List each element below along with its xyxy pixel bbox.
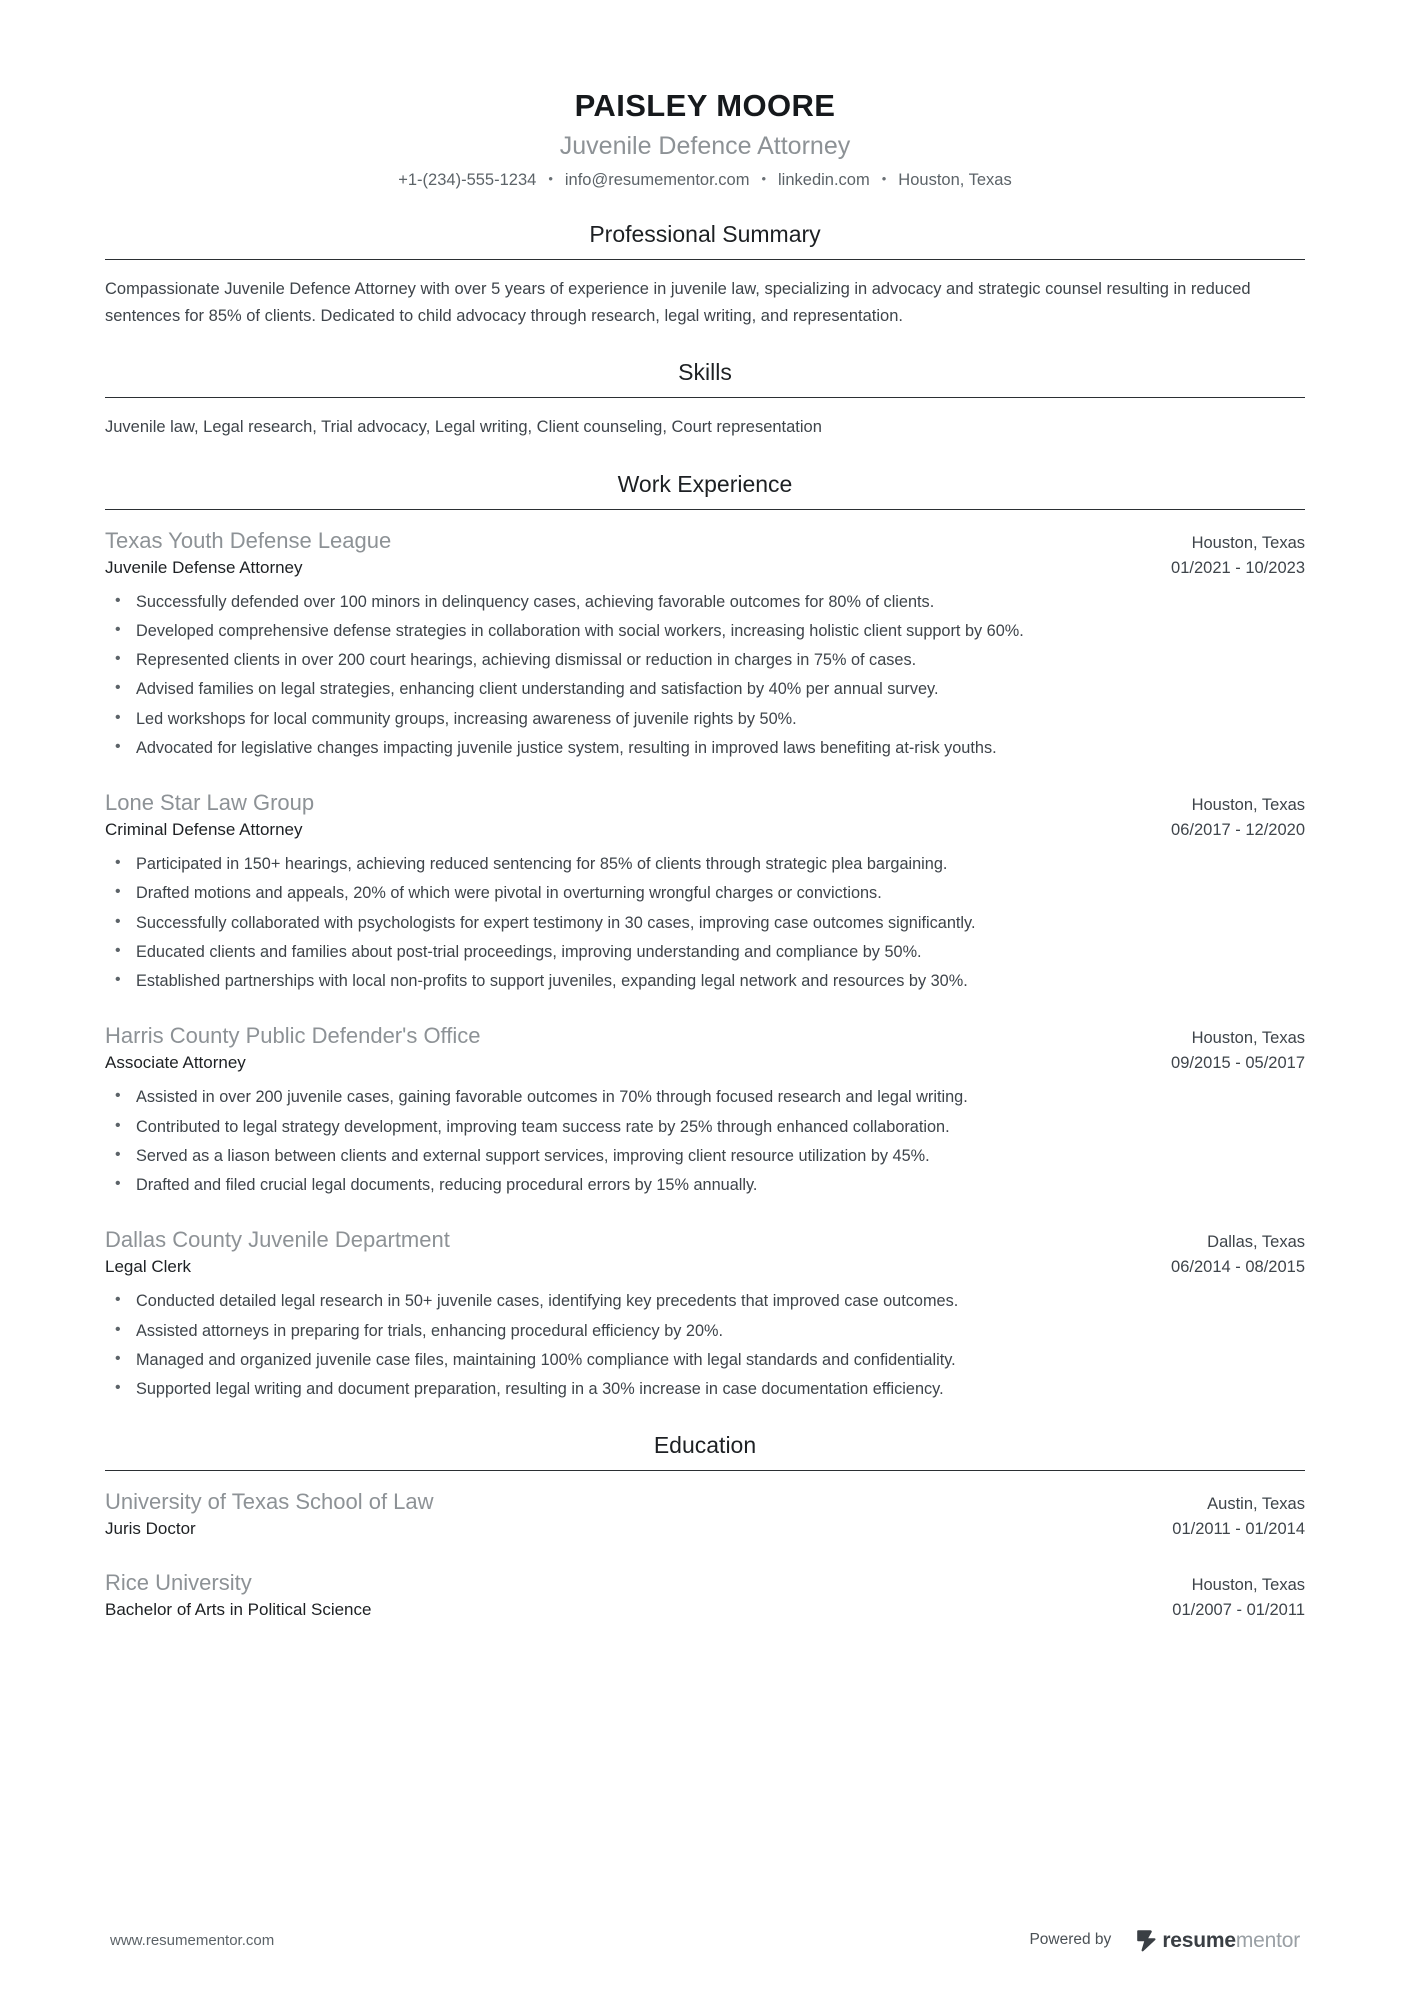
achievement-item: • Advised families on legal strategies, enhancing client understanding and satisfaction by 40% per annual survey.: [105, 677, 1305, 702]
contact-phone: +1-(234)-555-1234: [398, 170, 537, 189]
entry-header-row: [105, 1225, 1305, 1254]
achievement-item: • Developed comprehensive defense strategies in collaboration with social workers, increasing holistic client support by 60%.: [105, 619, 1305, 644]
entry-role-row: [105, 556, 1305, 581]
footer-branding: [1029, 1929, 1300, 1952]
employer-name: Harris County Public Defender's Office: [105, 1023, 481, 1049]
achievement-item: • Represented clients in over 200 court hearings, achieving dismissal or reduction in charges in 75% of cases.: [105, 648, 1305, 673]
entry-degree-row: [105, 1517, 1305, 1542]
employer-name: Texas Youth Defense League: [105, 527, 392, 553]
employer-location: Houston, Texas: [1191, 533, 1305, 552]
footer-website[interactable]: www.resumementor.com: [110, 1931, 275, 1949]
education-entry: [105, 1568, 1305, 1623]
job-role: Juvenile Defense Attorney: [105, 557, 303, 577]
work-experience-entry: [105, 788, 1305, 994]
achievement-item: • Managed and organized juvenile case files, maintaining 100% compliance with legal standards and confidentiality.: [105, 1348, 1305, 1373]
job-dates: 01/2021 - 10/2023: [1171, 558, 1305, 577]
entry-header-row: [105, 1487, 1305, 1516]
contact-separator-icon: •: [761, 170, 767, 186]
achievement-item: • Served as a liason between clients and external support services, improving client resource utilization by 45%.: [105, 1144, 1305, 1169]
job-role: Associate Attorney: [105, 1053, 246, 1073]
contact-separator-icon: •: [548, 170, 553, 186]
job-dates: 09/2015 - 05/2017: [1171, 1054, 1305, 1073]
section-education: [105, 1431, 1305, 1623]
entry-role-row: [105, 1255, 1305, 1280]
bookmark-logo-icon: [1137, 1929, 1156, 1952]
school-name: University of Texas School of Law: [105, 1489, 434, 1515]
logo-text-resume: resume: [1162, 1928, 1236, 1952]
employer-location: Houston, Texas: [1191, 796, 1305, 815]
section-work-experience: [105, 470, 1305, 1403]
entry-degree-row: [105, 1598, 1305, 1623]
section-skills: [105, 358, 1305, 440]
skills-body: [105, 398, 1305, 440]
achievement-item: • Drafted and filed crucial legal documents, reducing procedural errors by 15% annually.: [105, 1173, 1305, 1198]
powered-by-label: Powered by: [1029, 1931, 1112, 1948]
employer-name: Lone Star Law Group: [105, 790, 315, 816]
achievement-item: • Successfully defended over 100 minors in delinquency cases, achieving favorable outcomes for 80% of clients.: [105, 590, 1305, 615]
achievement-list: [105, 1085, 1305, 1198]
employer-name: Dallas County Juvenile Department: [105, 1227, 450, 1253]
work-experience-list: [105, 510, 1305, 1403]
achievement-item: • Assisted in over 200 juvenile cases, gaining favorable outcomes in 70% through focused research and legal writing.: [105, 1085, 1305, 1110]
logo-text-mentor: mentor: [1235, 1928, 1300, 1952]
education-list: [105, 1471, 1305, 1623]
entry-header-row: [105, 788, 1305, 817]
achievement-item: • Conducted detailed legal research in 50+ juvenile cases, identifying key precedents that improved case outcomes.: [105, 1289, 1305, 1314]
achievement-item: • Participated in 150+ hearings, achieving reduced sentencing for 85% of clients through strategic plea bargaining.: [105, 852, 1305, 877]
work-experience-entry: [105, 526, 1305, 762]
degree-dates: 01/2011 - 01/2014: [1172, 1520, 1305, 1539]
school-name: Rice University: [105, 1570, 252, 1596]
achievement-list: [105, 1289, 1305, 1402]
achievement-item: • Supported legal writing and document preparation, resulting in a 30% increase in case documentation efficiency.: [105, 1377, 1305, 1402]
contact-email[interactable]: info@resumementor.com: [564, 170, 750, 189]
employer-location: Dallas, Texas: [1207, 1233, 1305, 1252]
entry-header-row: [105, 526, 1305, 555]
degree-name: Juris Doctor: [105, 1519, 196, 1539]
achievement-list: [105, 590, 1305, 762]
entry-header-row: [105, 1021, 1305, 1050]
job-role: Criminal Defense Attorney: [105, 820, 303, 840]
skills-list: Juvenile law, Legal research, Trial advocacy, Legal writing, Client counseling, Court representation: [105, 418, 822, 437]
education-entry: [105, 1487, 1305, 1542]
achievement-item: • Drafted motions and appeals, 20% of which were pivotal in overturning wrongful charges or convictions.: [105, 881, 1305, 906]
achievement-item: • Led workshops for local community groups, increasing awareness of juvenile rights by 50%.: [105, 707, 1305, 732]
candidate-name: PAISLEY MOORE: [574, 88, 836, 123]
entry-header-row: [105, 1568, 1305, 1597]
section-title-education: Education: [653, 1432, 757, 1459]
entry-role-row: [105, 818, 1305, 843]
achievement-item: • Assisted attorneys in preparing for trials, enhancing procedural efficiency by 20%.: [105, 1319, 1305, 1344]
section-title-summary: Professional Summary: [589, 221, 821, 248]
achievement-item: • Educated clients and families about post-trial proceedings, improving understanding and compliance by 50%.: [105, 940, 1305, 965]
resume-header: [105, 88, 1305, 191]
logo-wordmark: [1162, 1930, 1300, 1951]
achievement-list: [105, 852, 1305, 994]
school-location: Houston, Texas: [1191, 1576, 1305, 1595]
achievement-item: • Established partnerships with local non-profits to support juveniles, expanding legal network and resources by 30%.: [105, 969, 1305, 994]
contact-line: [105, 170, 1305, 191]
section-title-work-experience: Work Experience: [617, 470, 793, 497]
contact-separator-icon: •: [881, 170, 887, 186]
achievement-item: • Contributed to legal strategy development, improving team success rate by 25% through enhanced collaboration.: [105, 1115, 1305, 1140]
job-role: Legal Clerk: [105, 1257, 191, 1277]
school-location: Austin, Texas: [1207, 1495, 1305, 1514]
summary-text: Compassionate Juvenile Defence Attorney with over 5 years of experience in juvenile law, specializing in advocacy and strategic counsel resulting in reduced sentences for 85% of clients. Dedicated to child advocacy through research, legal writing, and representation.: [105, 279, 1251, 325]
contact-linkedin[interactable]: linkedin.com: [778, 170, 870, 189]
employer-location: Houston, Texas: [1191, 1029, 1305, 1048]
resumementor-logo: [1137, 1929, 1300, 1952]
achievement-item: • Successfully collaborated with psychologists for expert testimony in 30 cases, improving case outcomes significantly.: [105, 911, 1305, 936]
work-experience-entry: [105, 1021, 1305, 1198]
work-experience-entry: [105, 1225, 1305, 1402]
page-footer: [0, 1885, 1410, 1995]
candidate-job-title: Juvenile Defence Attorney: [559, 131, 851, 160]
entry-role-row: [105, 1051, 1305, 1076]
job-dates: 06/2014 - 08/2015: [1171, 1258, 1305, 1277]
section-professional-summary: [105, 220, 1305, 329]
degree-dates: 01/2007 - 01/2011: [1172, 1601, 1305, 1620]
contact-location: Houston, Texas: [898, 170, 1012, 189]
section-title-skills: Skills: [678, 359, 732, 386]
summary-body: [105, 260, 1305, 329]
job-dates: 06/2017 - 12/2020: [1171, 821, 1305, 840]
achievement-item: • Advocated for legislative changes impacting juvenile justice system, resulting in improved laws benefiting at-risk youths.: [105, 736, 1305, 761]
degree-name: Bachelor of Arts in Political Science: [105, 1600, 372, 1620]
